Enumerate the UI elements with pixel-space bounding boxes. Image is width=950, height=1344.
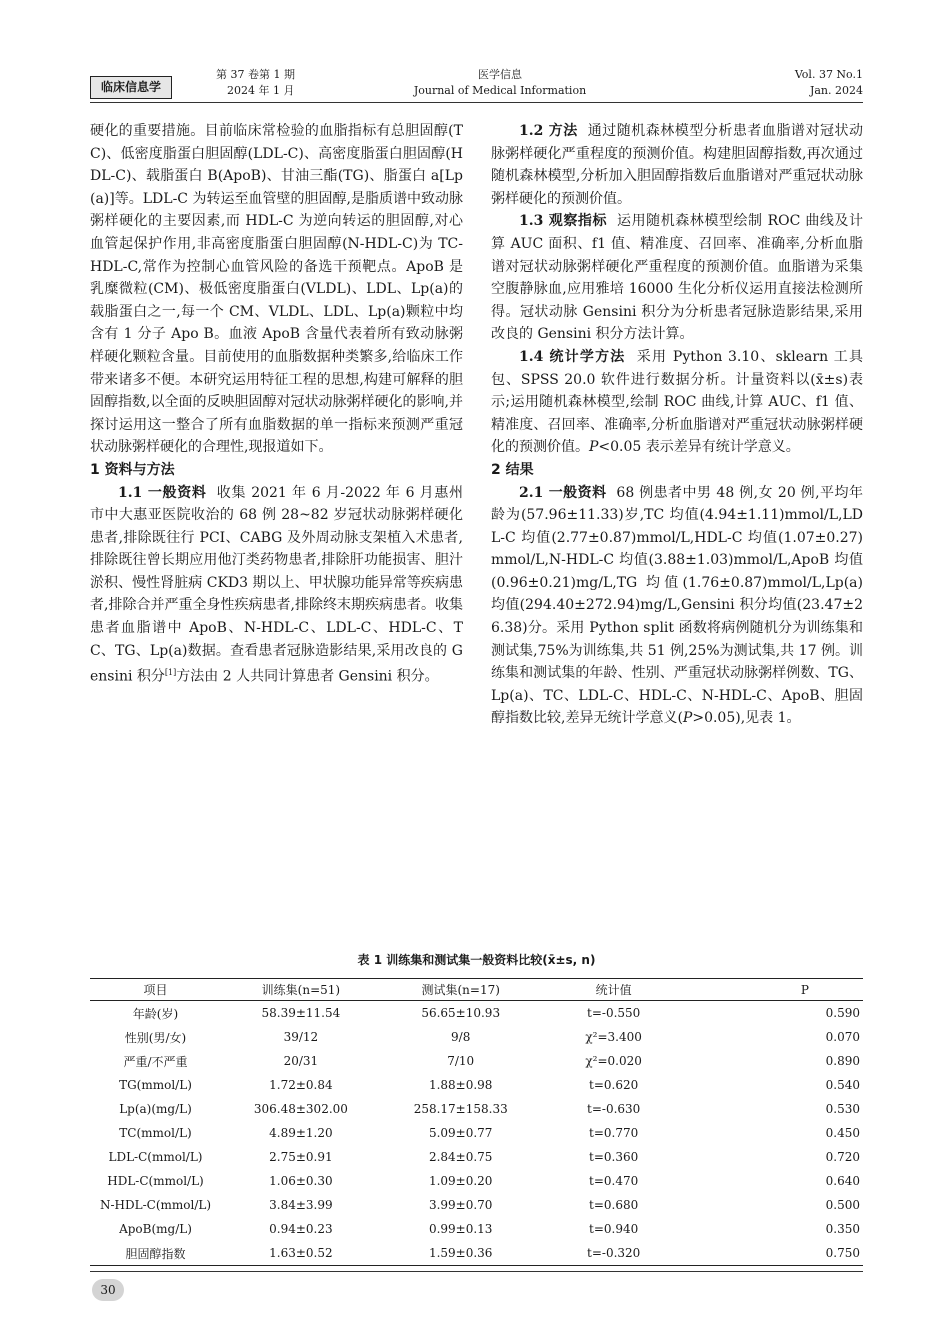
section-1-2-text: 通过随机森林模型分析患者血脂谱对冠状动脉粥样硬化严重程度的预测价值。构建胆固醇指数,再次通过随机森林模型,分析加入胆固醇指数后血脂谱对严重冠状动脉粥样硬化的预测价值。 bbox=[491, 123, 863, 207]
section-badge: 临床信息学 bbox=[90, 76, 172, 99]
section-1-1-text-a: 收集 2021 年 6 月-2022 年 6 月惠州市中大惠亚医院收治的 68 例 28~82 岁冠状动脉粥样硬化患者,排除既往行 PCI、CABG 及外周动脉支架植入术患者,排除既往曾长期应用他汀类药物患者,排除肝功能损害、胆汁淤积、慢性肾脏病 CKD3 期以上、甲状腺功能异常等疾病患者,排除合并严重全身性疾病患者,排除终末期疾病患者。收集患者血脂谱中 ApoB、N-HDL-C、LDL-C、HDL-C、TC、TG、Lp(a)数据。查看患者冠脉造影结果,采用改良的 Gensini 积分 bbox=[90, 484, 463, 685]
section-2-1-title: 2.1 一般资料 bbox=[519, 484, 607, 501]
header-rule bbox=[90, 102, 863, 103]
section-2-heading: 2 结果 bbox=[491, 461, 534, 478]
cell-item: ApoB(mg/L) bbox=[119, 1222, 192, 1236]
table-caption: 表 1 训练集和测试集一般资料比较(x̄±s, n) bbox=[357, 953, 596, 967]
journal-title bbox=[410, 67, 590, 99]
cell-p: 0.640 bbox=[825, 1174, 860, 1188]
cell-item: LDL-C(mmol/L) bbox=[108, 1150, 203, 1164]
cell-p: 0.750 bbox=[687, 1241, 863, 1266]
right-column bbox=[491, 120, 863, 730]
cell-item: N-HDL-C(mmol/L) bbox=[99, 1198, 212, 1212]
left-column bbox=[90, 120, 463, 689]
issue-en: Vol. 37 No.1 bbox=[794, 68, 863, 81]
cell-test: 1.59±0.36 bbox=[381, 1241, 541, 1266]
issue-info-cn bbox=[216, 67, 295, 99]
cell-test: 56.65±10.93 bbox=[421, 1006, 501, 1020]
section-1-2-paragraph bbox=[491, 120, 863, 210]
cell-test: 1.88±0.98 bbox=[428, 1078, 493, 1092]
cell-item: Lp(a)(mg/L) bbox=[119, 1102, 192, 1116]
cell-train: 4.89±1.20 bbox=[269, 1126, 333, 1140]
date-en: Jan. 2024 bbox=[809, 84, 863, 97]
table-row bbox=[90, 1217, 863, 1241]
cell-stat: t=0.620 bbox=[589, 1078, 639, 1092]
section-2-1-text-a: 68 例患者中男 48 例,女 20 例,平均年龄为(57.96±11.33)岁,TC 均值(4.94±1.11)mmol/L,LDL-C 均值(2.77±0.87)mmol/L,HDL-C 均值(1.07±0.27)mmol/L,N-HDL-C 均值(3.88±1.03)mmol/L,ApoB 均值(0.96±0.21)mg/L,TG 均值(1.76±0.87)mmol/L,Lp(a)均值(294.40±272.94)mg/L,Gensini 积分均值(23.47±26.38)分。采用 Python split 函数将病例随机分为训练集和测试集,75%为训练集,共 51 例,25%为测试集,共 17 例。训练集和测试集的年龄、性别、严重冠状动脉粥样例数、TG、Lp(a)、TC、LDL-C、HDL-C、N-HDL-C、ApoB、胆固醇指数比较,差异无统计学意义( bbox=[491, 484, 863, 727]
table-row bbox=[90, 1145, 863, 1169]
section-1-4-text-a: 采用 Python 3.10、sklearn 工具包、SPSS 20.0 软件进行数据分析。计量资料以(x̄±s)表示;运用随机森林模型,绘制 ROC 曲线,计算 AUC、f1 值、精准度、召回率、准确率,分析血脂谱对严重冠状动脉粥样硬化的预测价值。 bbox=[491, 348, 863, 456]
cell-stat: t=-0.320 bbox=[541, 1241, 687, 1266]
section-1-1-text-b: 方法由 2 人共同计算患者 Gensini 积分。 bbox=[176, 668, 439, 685]
data-table bbox=[90, 978, 863, 1266]
intro-paragraph: 硬化的重要措施。目前临床常检验的血脂指标有总胆固醇(TC)、低密度脂蛋白胆固醇(LDL-C)、高密度脂蛋白胆固醇(HDL-C)、载脂蛋白 B(ApoB)、甘油三酯(TG)、脂蛋白 a[Lp(a)]等。LDL-C 为转运至血管壁的胆固醇,是脂质谱中致动脉粥样硬化的主要因素,而 HDL-C 为逆向转运的胆固醇,对心血管起保护作用,非高密度脂蛋白胆固醇(N-HDL-C)为 TC-HDL-C,常作为控制心血管风险的备选干预靶点。ApoB 是乳糜微粒(CM)、极低密度脂蛋白(VLDL)、LDL、Lp(a)的载脂蛋白之一,每一个 CM、VLDL、LDL、Lp(a)颗粒中均含有 1 分子 Apo B。血液 ApoB 含量代表着所有致动脉粥样硬化颗粒含量。目前使用的血脂数据种类繁多,给临床工作带来诸多不便。本研究运用特征工程的思想,构建可解释的胆固醇指数,以全面的反映胆固醇对冠状动脉粥样硬化的影响,并探讨运用这一整合了所有血脂数据的单一指标来预测严重冠状动脉粥样硬化的合理性,现报道如下。 bbox=[90, 123, 463, 456]
cell-p: 0.890 bbox=[825, 1054, 860, 1068]
section-1-1-title: 1.1 一般资料 bbox=[118, 484, 207, 501]
table-row bbox=[90, 1001, 863, 1026]
table-row bbox=[90, 1073, 863, 1097]
cell-item: 胆固醇指数 bbox=[90, 1241, 221, 1266]
section-1-4-title: 1.4 统计学方法 bbox=[519, 348, 626, 365]
cell-train: 39/12 bbox=[283, 1030, 319, 1044]
cell-p: 0.070 bbox=[825, 1030, 860, 1044]
cell-train: 2.75±0.91 bbox=[269, 1150, 333, 1164]
cell-item: 性别(男/女) bbox=[124, 1030, 187, 1045]
cell-p: 0.500 bbox=[825, 1198, 860, 1212]
cell-test: 3.99±0.70 bbox=[428, 1198, 493, 1212]
cell-train: 1.72±0.84 bbox=[269, 1078, 333, 1092]
cell-train: 0.94±0.23 bbox=[269, 1222, 333, 1236]
cell-stat: t=0.770 bbox=[589, 1126, 639, 1140]
cell-train: 3.84±3.99 bbox=[269, 1198, 333, 1212]
table-row bbox=[90, 1169, 863, 1193]
cell-p: 0.720 bbox=[825, 1150, 860, 1164]
section-1-heading: 1 资料与方法 bbox=[90, 461, 175, 478]
p-symbol: P bbox=[682, 710, 693, 727]
section-2-1-paragraph bbox=[491, 482, 863, 731]
cell-p: 0.540 bbox=[825, 1078, 860, 1092]
cell-stat: t=0.680 bbox=[589, 1198, 639, 1212]
header-test: 测试集(n=17) bbox=[381, 979, 541, 1001]
cell-stat: t=-0.630 bbox=[587, 1102, 641, 1116]
section-1-3-paragraph bbox=[491, 210, 863, 346]
cell-stat: t=-0.550 bbox=[587, 1006, 641, 1020]
table-row bbox=[90, 1049, 863, 1073]
cell-test: 258.17±158.33 bbox=[413, 1102, 508, 1116]
table-row bbox=[90, 1193, 863, 1217]
cell-train: 20/31 bbox=[283, 1054, 319, 1068]
issue-cn: 第 37 卷第 1 期 bbox=[216, 68, 295, 81]
table-row bbox=[90, 1097, 863, 1121]
section-1-2-title: 1.2 方法 bbox=[519, 123, 578, 139]
cell-stat: t=0.470 bbox=[589, 1174, 639, 1188]
cell-train: 1.63±0.52 bbox=[221, 1241, 381, 1266]
section-1-3-text: 运用随机森林模型绘制 ROC 曲线及计算 AUC 面积、f1 值、精准度、召回率、准确率,分析血脂谱对冠状动脉粥样硬化严重程度的预测价值。血脂谱为采集空腹静脉血,应用雅培 16000 生化分析仪运用直接法检测所得。冠状动脉 Gensini 积分为分析患者冠脉造影结果,采用改良的 Gensini 积分方法计算。 bbox=[491, 213, 863, 343]
cell-stat: t=0.940 bbox=[589, 1222, 639, 1236]
table-header-row bbox=[90, 979, 863, 1001]
table-row bbox=[90, 1121, 863, 1145]
cell-p: 0.350 bbox=[825, 1222, 860, 1236]
header-p: P bbox=[687, 979, 863, 1001]
cell-stat: χ²=0.020 bbox=[585, 1054, 642, 1068]
page-number: 30 bbox=[92, 1279, 124, 1301]
cell-test: 5.09±0.77 bbox=[428, 1126, 493, 1140]
cell-test: 9/8 bbox=[451, 1030, 471, 1044]
section-1-4-text-b: <0.05 表示差异有统计学意义。 bbox=[598, 439, 800, 456]
p-symbol: P bbox=[589, 439, 599, 456]
section-1-3-title: 1.3 观察指标 bbox=[519, 213, 608, 230]
cell-train: 1.06±0.30 bbox=[269, 1174, 333, 1188]
cell-p: 0.530 bbox=[825, 1102, 860, 1116]
cell-p: 0.590 bbox=[825, 1006, 860, 1020]
page-header bbox=[90, 64, 863, 102]
header-stat: 统计值 bbox=[541, 979, 687, 1001]
header-train: 训练集(n=51) bbox=[221, 979, 381, 1001]
cell-item: 年龄(岁) bbox=[132, 1006, 179, 1021]
cell-item: HDL-C(mmol/L) bbox=[107, 1174, 204, 1188]
cell-test: 1.09±0.20 bbox=[428, 1174, 493, 1188]
section-1-4-paragraph bbox=[491, 346, 863, 459]
journal-cn: 医学信息 bbox=[478, 68, 522, 81]
issue-info-en bbox=[795, 67, 863, 99]
header-item: 项目 bbox=[90, 979, 221, 1001]
table-1 bbox=[90, 948, 863, 1266]
cell-item: TG(mmol/L) bbox=[119, 1078, 192, 1092]
cell-train: 58.39±11.54 bbox=[261, 1006, 341, 1020]
section-2-1-text-b: >0.05),见表 1。 bbox=[692, 710, 801, 727]
footer-rule bbox=[90, 1271, 863, 1272]
cell-test: 2.84±0.75 bbox=[428, 1150, 493, 1164]
cell-p: 0.450 bbox=[825, 1126, 860, 1140]
reference-marker: [1] bbox=[164, 668, 177, 678]
cell-train: 306.48±302.00 bbox=[253, 1102, 348, 1116]
cell-stat: t=0.360 bbox=[589, 1150, 639, 1164]
cell-item: TC(mmol/L) bbox=[119, 1126, 192, 1140]
cell-stat: χ²=3.400 bbox=[585, 1030, 642, 1044]
table-row bbox=[90, 1025, 863, 1049]
section-1-1-paragraph bbox=[90, 482, 463, 689]
cell-item: 严重/不严重 bbox=[123, 1054, 188, 1069]
date-cn: 2024 年 1 月 bbox=[227, 84, 295, 97]
journal-en: Journal of Medical Information bbox=[413, 84, 587, 97]
cell-test: 7/10 bbox=[447, 1054, 475, 1068]
cell-test: 0.99±0.13 bbox=[428, 1222, 493, 1236]
table-row bbox=[90, 1241, 863, 1266]
table-body bbox=[90, 1001, 863, 1266]
